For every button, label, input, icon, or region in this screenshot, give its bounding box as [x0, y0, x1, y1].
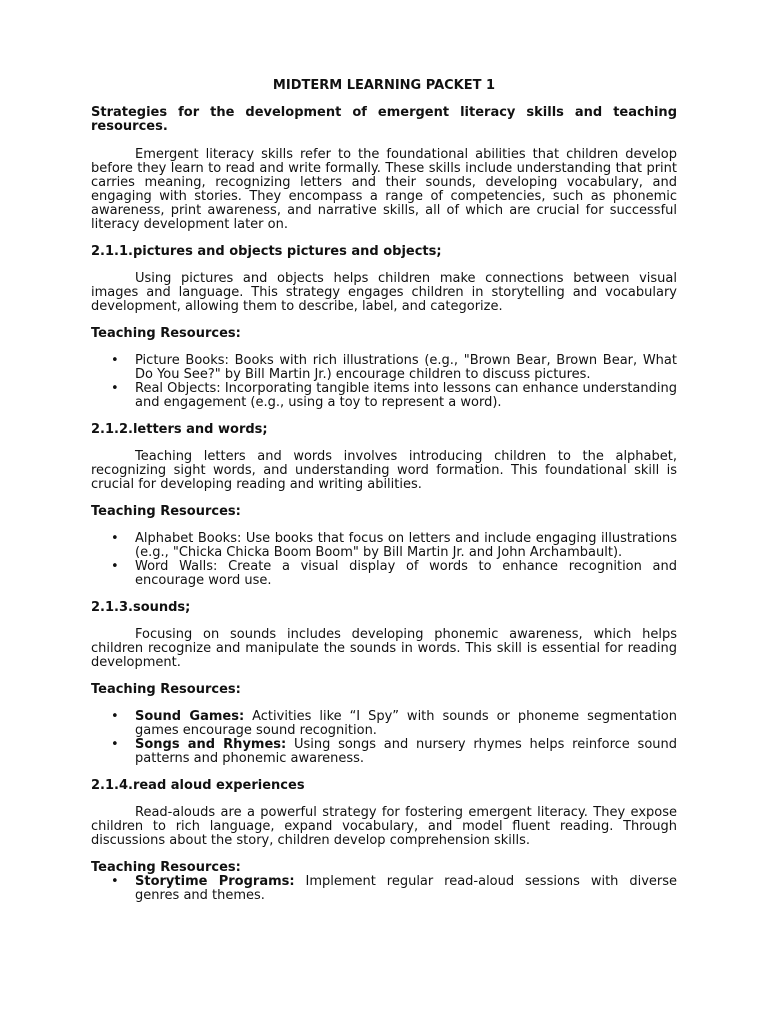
document-content	[91, 79, 677, 916]
teaching-resources-label: Teaching Resources:	[91, 504, 241, 519]
section-body: Read-alouds are a powerful strategy for fostering emergent literacy. They expose children to rich language, expand vocabulary, and model fluent reading. Through discussions about the story, children develop comprehension skills.	[91, 805, 677, 848]
teaching-resources-label: Teaching Resources:	[91, 860, 241, 875]
item-lead: Storytime Programs:	[135, 874, 295, 889]
intro-paragraph: Emergent literacy skills refer to the foundational abilities that children develop before they learn to read and write formally. These skills include understanding that print carries meaning, recognizing letters and their sounds, developing vocabulary, and engaging with stories. They encompass a range of competencies, such as phonemic awareness, print awareness, and narrative skills, all of which are crucial for successful literacy development later on.	[91, 147, 677, 232]
item-text: Implement regular read-aloud sessions with diverse genres and themes.	[135, 874, 677, 903]
bullet-icon: •	[111, 381, 119, 396]
section-body: Teaching letters and words involves introducing children to the alphabet, recognizing sight words, and understanding word formation. This foundational skill is crucial for developing reading and writing abilities.	[91, 449, 677, 492]
bullet-icon: •	[111, 353, 119, 368]
bullet-icon: •	[111, 531, 119, 546]
section-heading: 2.1.1.pictures and objects pictures and objects;	[91, 244, 442, 259]
resource-list	[91, 710, 677, 766]
item-text: Alphabet Books: Use books that focus on letters and include engaging illustrations (e.g., "Chicka Chicka Boom Boom" by Bill Martin Jr. and John Archambault).	[135, 531, 677, 560]
item-text: Using songs and nursery rhymes helps reinforce sound patterns and phonemic awareness.	[135, 737, 677, 766]
section-pictures-objects	[91, 245, 677, 410]
item-text: Activities like “I Spy” with sounds or phoneme segmentation games encourage sound recognition.	[135, 709, 677, 738]
section-heading: 2.1.2.letters and words;	[91, 422, 268, 437]
section-heading: 2.1.4.read aloud experiences	[91, 778, 305, 793]
item-text: Word Walls: Create a visual display of words to enhance recognition and encourage word use.	[135, 559, 677, 588]
list-item	[91, 354, 677, 382]
list-item	[91, 738, 677, 766]
list-item	[91, 875, 677, 903]
resource-list	[91, 354, 677, 410]
list-item	[91, 382, 677, 410]
teaching-resources-label: Teaching Resources:	[91, 326, 241, 341]
section-heading: 2.1.3.sounds;	[91, 600, 191, 615]
bullet-icon: •	[111, 709, 119, 724]
section-letters-words	[91, 423, 677, 588]
list-item	[91, 532, 677, 560]
bullet-icon: •	[111, 874, 119, 889]
document-subtitle: Strategies for the development of emergent literacy skills and teaching resources.	[91, 105, 677, 134]
item-lead: Sound Games:	[135, 709, 245, 724]
item-text: Real Objects: Incorporating tangible items into lessons can enhance understanding and engagement (e.g., using a toy to represent a word).	[135, 381, 677, 410]
bullet-icon: •	[111, 559, 119, 574]
section-read-aloud	[91, 779, 677, 903]
teaching-resources-label: Teaching Resources:	[91, 682, 241, 697]
resource-list	[91, 532, 677, 588]
list-item	[91, 710, 677, 738]
section-sounds	[91, 601, 677, 766]
resource-list	[91, 875, 677, 903]
section-body: Focusing on sounds includes developing phonemic awareness, which helps children recognize and manipulate the sounds in words. This skill is essential for reading development.	[91, 627, 677, 670]
section-body: Using pictures and objects helps children make connections between visual images and language. This strategy engages children in storytelling and vocabulary development, allowing them to describe, label, and categorize.	[91, 271, 677, 314]
bullet-icon: •	[111, 737, 119, 752]
item-lead: Songs and Rhymes:	[135, 737, 287, 752]
list-item	[91, 560, 677, 588]
document-title: MIDTERM LEARNING PACKET 1	[272, 78, 496, 93]
item-text: Picture Books: Books with rich illustrations (e.g., "Brown Bear, Brown Bear, What Do You See?" by Bill Martin Jr.) encourage children to discuss pictures.	[135, 353, 677, 382]
